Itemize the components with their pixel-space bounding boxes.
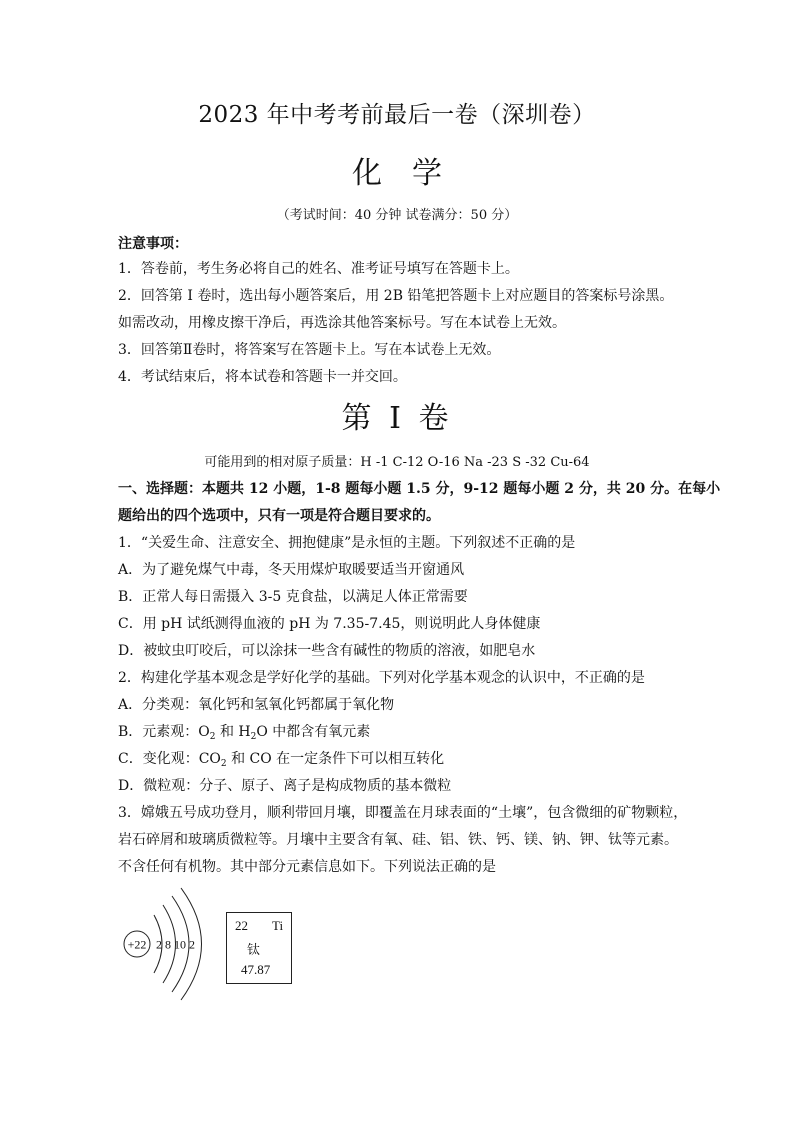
notice-item: 1．答卷前，考生务必将自己的姓名、准考证号填写在答题卡上。 [118,261,519,277]
notice-item: 4．考试结束后，将本试卷和答题卡一并交回。 [118,369,407,385]
question-3-line: 不含任何有机物。其中部分元素信息如下。下列说法正确的是 [118,859,496,875]
instruction-line: 一、选择题：本题共 12 小题，1-8 题每小题 1.5 分，9-12 题每小题 2 分，共 20 分。在每小 [118,481,721,497]
q1-option-b: B．正常人每日需摄入 3-5 克食盐，以满足人体正常需要 [118,589,468,605]
atom-structure-diagram [118,885,218,1005]
question-1-stem: 1．“关爱生命、注意安全、拥抱健康”是永恒的主题。下列叙述不正确的是 [118,535,576,551]
q2-option-d: D．微粒观：分子、原子、离子是构成物质的基本微粒 [118,778,452,794]
subject-title: 化学 [352,156,472,191]
nucleus-charge: +22 [127,937,147,952]
atomic-masses: 可能用到的相对原子质量：H -1 C-12 O-16 Na -23 S -32 Cu-64 [204,455,590,470]
q2-option-a: A．分类观：氧化钙和氢氧化钙都属于氧化物 [118,697,395,713]
question-3-line: 3．嫦娥五号成功登月，顺利带回月壤，即覆盖在月球表面的“土壤”，包含微细的矿物颗粒， [118,805,688,821]
notice-heading: 注意事项： [118,236,188,252]
q1-option-a: A．为了避免煤气中毒，冬天用煤炉取暖要适当开窗通风 [118,562,465,578]
instruction-line: 题给出的四个选项中，只有一项是符合题目要求的。 [118,508,440,524]
q1-option-c: C．用 pH 试纸测得血液的 pH 为 7.35-7.45，则说明此人身体健康 [118,616,541,632]
question-3-line: 岩石碎屑和玻璃质微粒等。月壤中主要含有氧、硅、铝、铁、钙、镁、钠、钾、钛等元素。 [118,832,678,848]
exam-info: （考试时间：40 分钟 试卷满分：50 分） [276,208,518,223]
notice-item: 如需改动，用橡皮擦干净后，再选涂其他答案标号。写在本试卷上无效。 [118,315,566,331]
element-card-titanium [226,912,292,984]
section-heading: 第 I 卷 [341,401,453,436]
element-symbol: Ti [272,918,284,933]
q2-option-c: C．变化观：$CO_2$ 和 CO 在一定条件下可以相互转化 [118,751,445,769]
q1-option-d: D．被蚊虫叮咬后，可以涂抹一些含有碱性的物质的溶液，如肥皂水 [118,643,536,659]
element-name: 钛 [247,943,261,958]
paper-title: 2023 年中考考前最后一卷（深圳卷） [198,102,596,128]
question-2-stem: 2．构建化学基本观念是学好化学的基础。下列对化学基本观念的认识中，不正确的是 [118,670,645,686]
atomic-mass: 47.87 [241,962,271,977]
shell-electron-counts: 2 8 10 2 [156,937,195,952]
notice-item: 3．回答第Ⅱ卷时，将答案写在答题卡上。写在本试卷上无效。 [118,342,501,358]
q2-option-b: B．元素观：$O_2$ 和 $H_2O$ 中都含有氧元素 [118,724,371,742]
notice-item: 2．回答第 I 卷时，选出每小题答案后，用 2B 铅笔把答题卡上对应题目的答案标号涂黑。 [118,288,674,304]
atomic-number: 22 [235,918,248,933]
